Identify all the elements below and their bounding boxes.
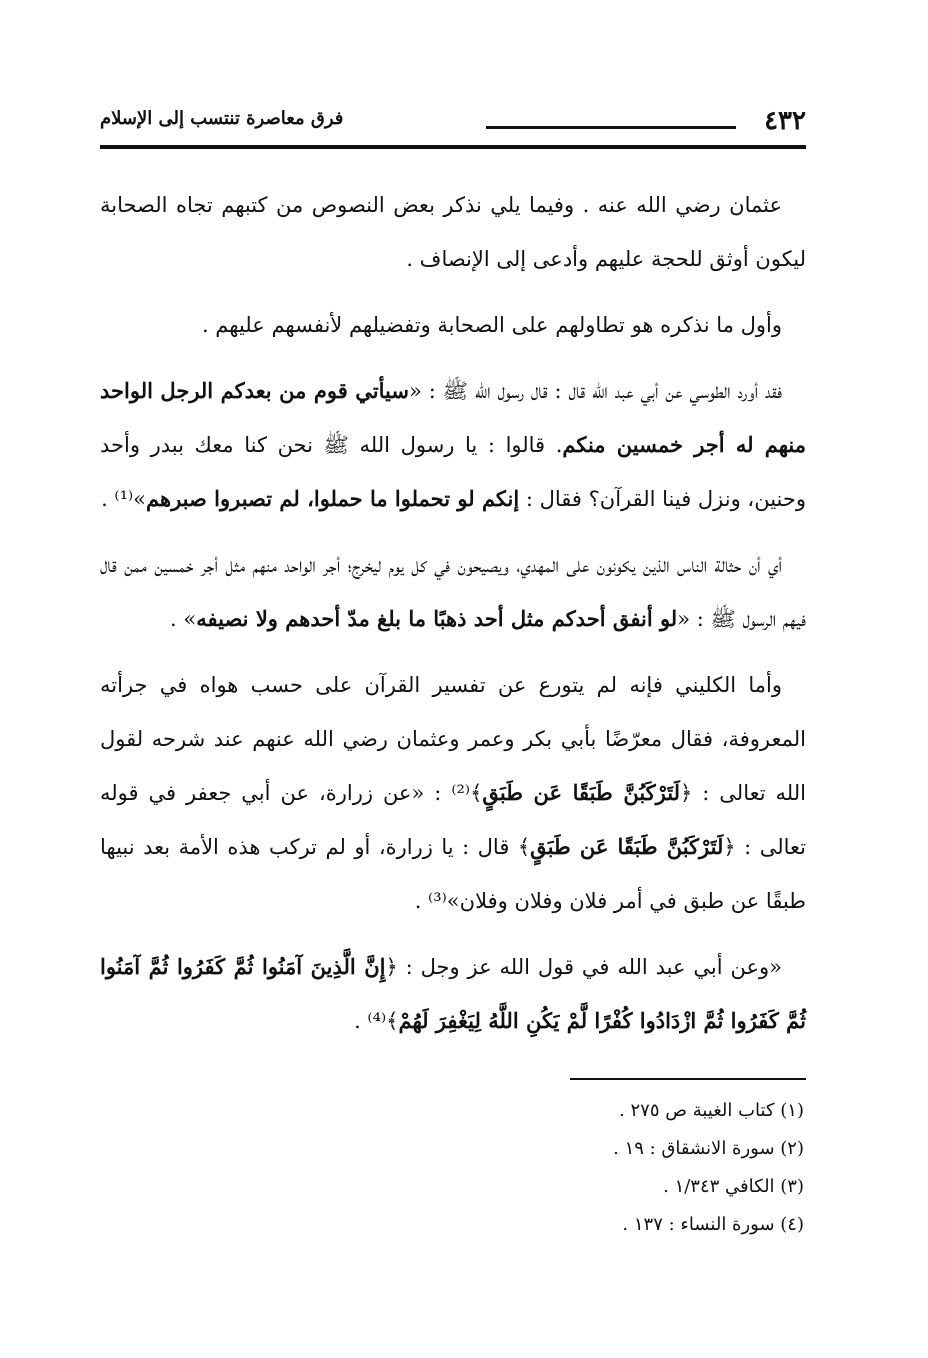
p3-tail: »⁽¹⁾ .: [101, 487, 147, 511]
footnotes: [100, 1092, 806, 1244]
footnote-1: (١) كتاب الغيبة ص ٢٧٥ .: [619, 1100, 804, 1121]
paragraph-6: [100, 940, 806, 1048]
p5-lead: وأما الكليني فإنه لم يتورع عن تفسير القرآن على حسب هواه في جرأته المعروفة، فقال معرّضًا بأبي بكر وعمر وعثمان رضي الله عنهم عند شرحه لقول الله تعالى : ﴿: [100, 673, 806, 805]
paragraph-2: وأول ما نذكره هو تطاولهم على الصحابة وتفضيلهم لأنفسهم عليهم .: [201, 313, 782, 337]
p6-tail: ﴾⁽⁴⁾ .: [354, 1009, 399, 1033]
page-header: [100, 108, 806, 134]
p6-lead: «وعن أبي عبد الله في قول الله عز وجل : ﴿: [385, 955, 782, 979]
header-rule: [100, 145, 806, 149]
paragraph-5: [100, 658, 806, 928]
body-text: [100, 178, 806, 1060]
paragraph-1: عثمان رضي الله عنه . وفيما يلي نذكر بعض النصوص من كتبهم تجاه الصحابة ليكون أوثق للحجة عليهم وأدعى إلى الإنصاف .: [100, 193, 806, 271]
page-number: ٤٣٢: [764, 106, 806, 136]
quran-verse-1: لَتَرْكَبُنَّ طَبَقًا عَن طَبَقٍ: [482, 780, 680, 805]
p4-lead: أي أن حثالة الناس الذين يكونون على المهدي، ويصيحون في كل يوم ليخرج؛ أجر الواحد منهم مثل أجر خمسين ممن قال فيهم الرسول ﷺ : «: [100, 553, 806, 631]
hadith-quote-1: سيأتي قوم من بعدكم الرجل الواحد منهم له أجر خمسين منكم: [100, 378, 806, 457]
paragraph-4: [100, 538, 806, 646]
hadith-quote-3: لو أنفق أحدكم مثل أحد ذهبًا ما بلغ مدّ أحدهم ولا نصيفه: [196, 606, 678, 631]
paragraph-3: [100, 364, 806, 526]
running-title: فرق معاصرة تنتسب إلى الإسلام: [100, 108, 344, 129]
p3-lead: فقد أورد الطوسي عن أبي عبد الله قال : قال رسول الله ﷺ : «: [408, 379, 782, 403]
p3-mid: . قالوا : يا رسول الله ﷺ نحن كنا معك ببدر وأحد وحنين، ونزل فينا القرآن؟ فقال :: [100, 433, 806, 511]
footnote-3: (٣) الكافي ١/٣٤٣ .: [663, 1176, 804, 1197]
quran-verse-3: إِنَّ الَّذِينَ آمَنُوا ثُمَّ كَفَرُوا ثُمَّ آمَنُوا ثُمَّ كَفَرُوا ثُمَّ ازْدَادُوا كُفْرًا لَّمْ يَكُنِ اللَّهُ لِيَغْفِرَ لَهُمْ: [100, 954, 806, 1033]
p5-tail: ﴾ قال : يا زرارة، أو لم تركب هذه الأمة بعد نبيها طبقًا عن طبق في أمر فلان وفلان وفلان»⁽³⁾ .: [100, 835, 806, 913]
p5-mid: ﴾⁽²⁾ : «عن زرارة، عن أبي جعفر في قوله تعالى : ﴿: [100, 781, 806, 859]
footnote-2: (٢) سورة الانشقاق : ١٩ .: [613, 1138, 804, 1159]
quran-verse-2: لَتَرْكَبُنَّ طَبَقًا عَن طَبَقٍ: [530, 834, 724, 859]
footnote-rule: [570, 1078, 806, 1080]
header-dash-line: [486, 126, 736, 129]
hadith-quote-2: إنكم لو تحملوا ما حملوا، لم تصبروا صبرهم: [146, 486, 520, 511]
p4-tail: » .: [170, 607, 197, 631]
footnote-4: (٤) سورة النساء : ١٣٧ .: [622, 1214, 804, 1235]
